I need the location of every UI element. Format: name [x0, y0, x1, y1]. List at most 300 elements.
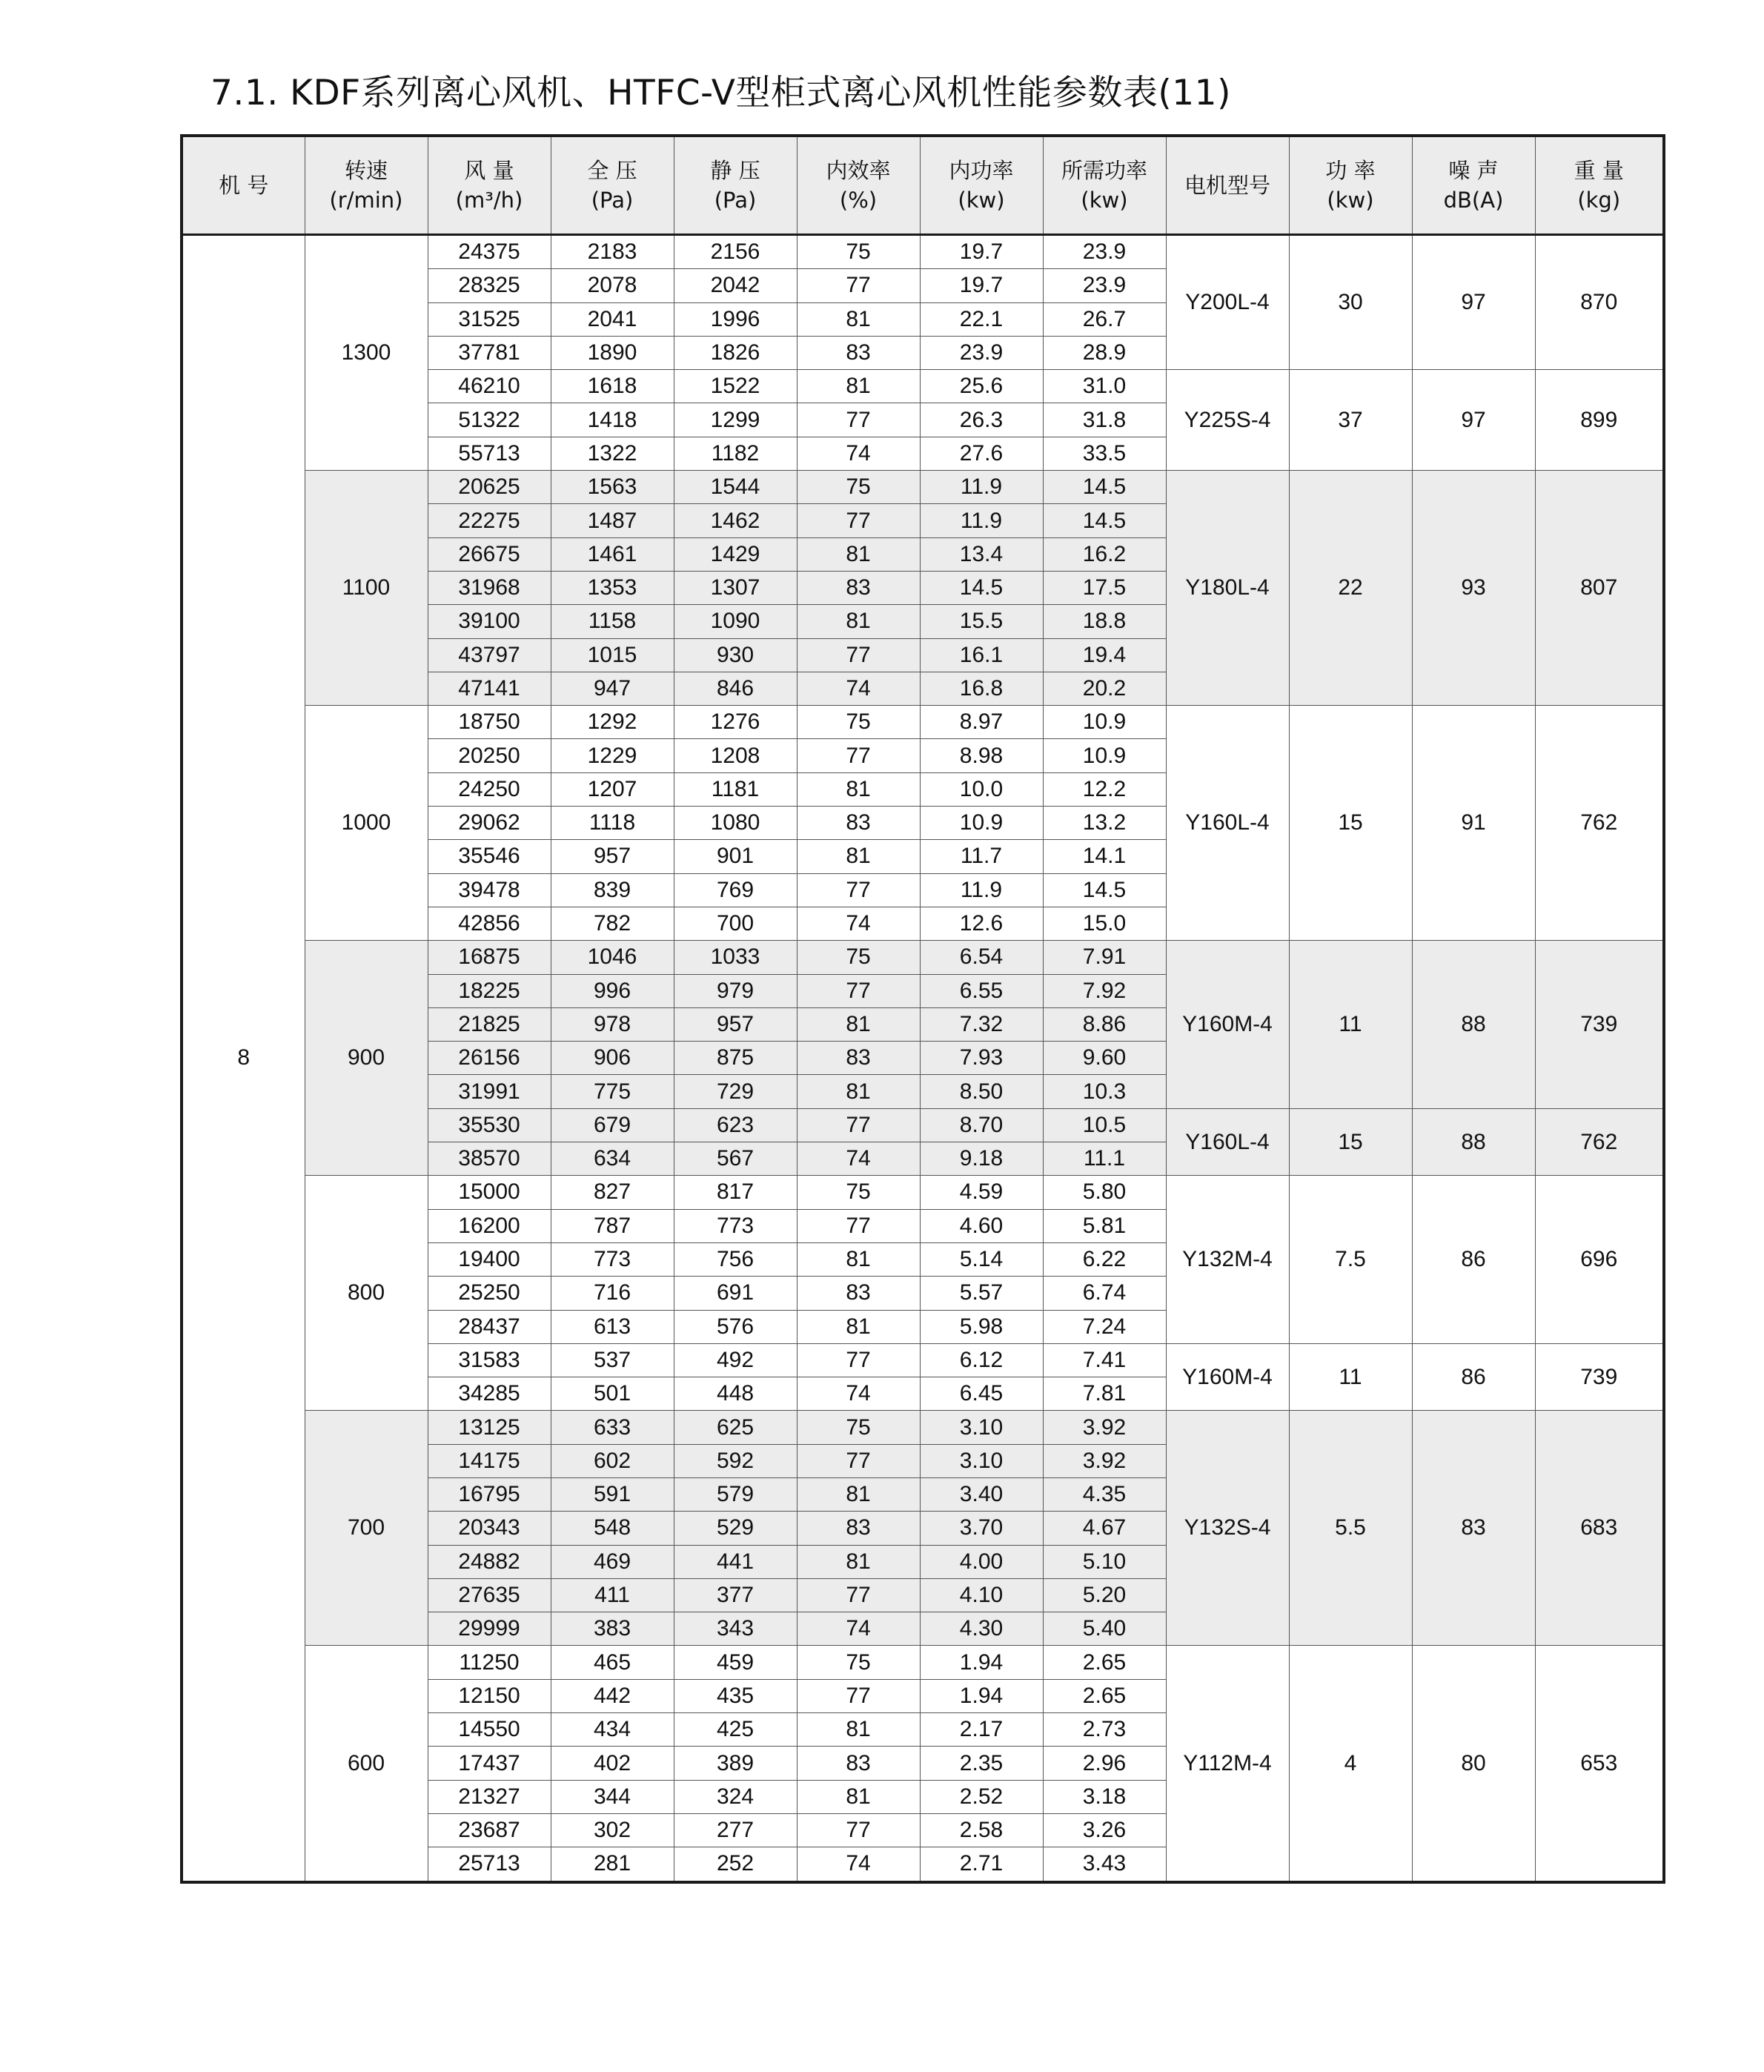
total-pressure-cell: 679 — [551, 1108, 674, 1142]
internal-power-cell: 13.4 — [920, 537, 1043, 571]
header-total-pressure-label: 全 压 — [587, 158, 637, 183]
air-volume-cell: 34285 — [428, 1377, 551, 1411]
required-power-cell: 3.18 — [1043, 1780, 1166, 1813]
static-pressure-cell: 492 — [674, 1343, 797, 1377]
header-speed-label: 转速 — [344, 158, 388, 183]
static-pressure-cell: 448 — [674, 1377, 797, 1411]
air-volume-cell: 47141 — [428, 672, 551, 705]
total-pressure-cell: 411 — [551, 1578, 674, 1612]
total-pressure-cell: 906 — [551, 1042, 674, 1075]
internal-power-cell: 2.52 — [920, 1780, 1043, 1813]
static-pressure-cell: 957 — [674, 1007, 797, 1041]
efficiency-cell: 81 — [797, 1545, 920, 1578]
static-pressure-cell: 1429 — [674, 537, 797, 571]
static-pressure-cell: 1826 — [674, 336, 797, 369]
air-volume-cell: 35530 — [428, 1108, 551, 1142]
required-power-cell: 2.65 — [1043, 1646, 1166, 1679]
total-pressure-cell: 591 — [551, 1477, 674, 1511]
internal-power-cell: 5.98 — [920, 1310, 1043, 1343]
internal-power-cell: 12.6 — [920, 907, 1043, 940]
total-pressure-cell: 1015 — [551, 638, 674, 672]
header-internal-power-unit: (kw) — [958, 188, 1005, 213]
header-noise — [1412, 136, 1535, 235]
static-pressure-cell: 1299 — [674, 403, 797, 437]
efficiency-cell: 77 — [797, 739, 920, 772]
header-static-pressure-unit: (Pa) — [714, 188, 757, 213]
required-power-cell: 15.0 — [1043, 907, 1166, 940]
air-volume-cell: 12150 — [428, 1679, 551, 1712]
required-power-cell: 7.81 — [1043, 1377, 1166, 1411]
efficiency-cell: 81 — [797, 772, 920, 806]
header-internal-efficiency-unit: (%) — [839, 188, 878, 213]
static-pressure-cell: 277 — [674, 1813, 797, 1847]
motor-model-cell: Y160L-4 — [1166, 706, 1289, 941]
internal-power-cell: 1.94 — [920, 1679, 1043, 1712]
total-pressure-cell: 787 — [551, 1209, 674, 1242]
air-volume-cell: 24375 — [428, 235, 551, 269]
internal-power-cell: 26.3 — [920, 403, 1043, 437]
required-power-cell: 3.26 — [1043, 1813, 1166, 1847]
motor-power-cell: 11 — [1289, 941, 1412, 1108]
efficiency-cell: 77 — [797, 504, 920, 537]
required-power-cell: 31.8 — [1043, 403, 1166, 437]
air-volume-cell: 28325 — [428, 269, 551, 302]
internal-power-cell: 3.10 — [920, 1444, 1043, 1477]
required-power-cell: 5.81 — [1043, 1209, 1166, 1242]
weight-cell: 739 — [1535, 1343, 1664, 1411]
efficiency-cell: 83 — [797, 1512, 920, 1545]
air-volume-cell: 43797 — [428, 638, 551, 672]
air-volume-cell: 31583 — [428, 1343, 551, 1377]
total-pressure-cell: 1292 — [551, 706, 674, 739]
efficiency-cell: 81 — [797, 1310, 920, 1343]
total-pressure-cell: 1618 — [551, 370, 674, 403]
weight-cell: 870 — [1535, 235, 1664, 370]
internal-power-cell: 5.57 — [920, 1277, 1043, 1310]
air-volume-cell: 13125 — [428, 1411, 551, 1444]
air-volume-cell: 25250 — [428, 1277, 551, 1310]
header-static-pressure — [674, 136, 797, 235]
noise-cell: 91 — [1412, 706, 1535, 941]
static-pressure-cell: 252 — [674, 1847, 797, 1882]
speed-cell: 1300 — [305, 235, 428, 471]
air-volume-cell: 15000 — [428, 1176, 551, 1209]
efficiency-cell: 75 — [797, 235, 920, 269]
motor-model-cell: Y132M-4 — [1166, 1176, 1289, 1343]
efficiency-cell: 77 — [797, 403, 920, 437]
header-motor-power-label: 功 率 — [1325, 158, 1376, 183]
air-volume-cell: 16200 — [428, 1209, 551, 1242]
static-pressure-cell: 846 — [674, 672, 797, 705]
internal-power-cell: 16.1 — [920, 638, 1043, 672]
static-pressure-cell: 1080 — [674, 807, 797, 840]
required-power-cell: 5.80 — [1043, 1176, 1166, 1209]
motor-power-cell: 30 — [1289, 235, 1412, 370]
air-volume-cell: 24882 — [428, 1545, 551, 1578]
total-pressure-cell: 773 — [551, 1242, 674, 1276]
air-volume-cell: 31525 — [428, 302, 551, 336]
efficiency-cell: 81 — [797, 302, 920, 336]
air-volume-cell: 17437 — [428, 1747, 551, 1780]
speed-cell: 700 — [305, 1411, 428, 1646]
required-power-cell: 6.74 — [1043, 1277, 1166, 1310]
total-pressure-cell: 2041 — [551, 302, 674, 336]
efficiency-cell: 81 — [797, 1713, 920, 1747]
air-volume-cell: 31968 — [428, 571, 551, 604]
total-pressure-cell: 2078 — [551, 269, 674, 302]
motor-model-cell: Y200L-4 — [1166, 235, 1289, 370]
total-pressure-cell: 1207 — [551, 772, 674, 806]
internal-power-cell: 6.55 — [920, 974, 1043, 1007]
air-volume-cell: 39478 — [428, 873, 551, 907]
total-pressure-cell: 716 — [551, 1277, 674, 1310]
efficiency-cell: 83 — [797, 336, 920, 369]
efficiency-cell: 81 — [797, 840, 920, 873]
internal-power-cell: 5.14 — [920, 1242, 1043, 1276]
header-motor-model — [1166, 136, 1289, 235]
internal-power-cell: 3.40 — [920, 1477, 1043, 1511]
static-pressure-cell: 389 — [674, 1747, 797, 1780]
total-pressure-cell: 537 — [551, 1343, 674, 1377]
header-internal-efficiency-label: 内效率 — [826, 158, 891, 183]
static-pressure-cell: 441 — [674, 1545, 797, 1578]
required-power-cell: 3.43 — [1043, 1847, 1166, 1882]
required-power-cell: 4.35 — [1043, 1477, 1166, 1511]
air-volume-cell: 27635 — [428, 1578, 551, 1612]
air-volume-cell: 18750 — [428, 706, 551, 739]
static-pressure-cell: 1276 — [674, 706, 797, 739]
efficiency-cell: 81 — [797, 1075, 920, 1108]
total-pressure-cell: 1418 — [551, 403, 674, 437]
header-required-power — [1043, 136, 1166, 235]
air-volume-cell: 24250 — [428, 772, 551, 806]
required-power-cell: 10.5 — [1043, 1108, 1166, 1142]
internal-power-cell: 11.9 — [920, 471, 1043, 504]
static-pressure-cell: 700 — [674, 907, 797, 940]
total-pressure-cell: 978 — [551, 1007, 674, 1041]
air-volume-cell: 19400 — [428, 1242, 551, 1276]
static-pressure-cell: 1208 — [674, 739, 797, 772]
efficiency-cell: 74 — [797, 1612, 920, 1646]
total-pressure-cell: 602 — [551, 1444, 674, 1477]
required-power-cell: 6.22 — [1043, 1242, 1166, 1276]
header-row — [182, 136, 1664, 235]
table-row — [182, 1646, 1664, 1679]
efficiency-cell: 81 — [797, 537, 920, 571]
header-air-volume — [428, 136, 551, 235]
air-volume-cell: 16875 — [428, 941, 551, 974]
required-power-cell: 14.1 — [1043, 840, 1166, 873]
header-internal-power — [920, 136, 1043, 235]
noise-cell: 80 — [1412, 1646, 1535, 1882]
static-pressure-cell: 623 — [674, 1108, 797, 1142]
table-row — [182, 941, 1664, 974]
air-volume-cell: 21327 — [428, 1780, 551, 1813]
efficiency-cell: 77 — [797, 1343, 920, 1377]
static-pressure-cell: 459 — [674, 1646, 797, 1679]
total-pressure-cell: 1890 — [551, 336, 674, 369]
static-pressure-cell: 930 — [674, 638, 797, 672]
noise-cell: 93 — [1412, 471, 1535, 706]
internal-power-cell: 4.30 — [920, 1612, 1043, 1646]
efficiency-cell: 77 — [797, 638, 920, 672]
air-volume-cell: 11250 — [428, 1646, 551, 1679]
speed-cell: 1000 — [305, 706, 428, 941]
total-pressure-cell: 1563 — [551, 471, 674, 504]
air-volume-cell: 20343 — [428, 1512, 551, 1545]
static-pressure-cell: 729 — [674, 1075, 797, 1108]
static-pressure-cell: 579 — [674, 1477, 797, 1511]
required-power-cell: 14.5 — [1043, 504, 1166, 537]
total-pressure-cell: 775 — [551, 1075, 674, 1108]
internal-power-cell: 8.97 — [920, 706, 1043, 739]
efficiency-cell: 81 — [797, 1780, 920, 1813]
header-static-pressure-label: 静 压 — [710, 158, 760, 183]
internal-power-cell: 8.70 — [920, 1108, 1043, 1142]
motor-model-cell: Y160L-4 — [1166, 1108, 1289, 1176]
internal-power-cell: 4.60 — [920, 1209, 1043, 1242]
weight-cell: 762 — [1535, 706, 1664, 941]
static-pressure-cell: 1544 — [674, 471, 797, 504]
motor-power-cell: 4 — [1289, 1646, 1412, 1882]
static-pressure-cell: 1462 — [674, 504, 797, 537]
air-volume-cell: 25713 — [428, 1847, 551, 1882]
efficiency-cell: 74 — [797, 1377, 920, 1411]
required-power-cell: 10.3 — [1043, 1075, 1166, 1108]
motor-power-cell: 7.5 — [1289, 1176, 1412, 1343]
header-air-volume-unit: (m³/h) — [455, 188, 523, 213]
air-volume-cell: 46210 — [428, 370, 551, 403]
required-power-cell: 10.9 — [1043, 706, 1166, 739]
static-pressure-cell: 1996 — [674, 302, 797, 336]
internal-power-cell: 14.5 — [920, 571, 1043, 604]
total-pressure-cell: 1461 — [551, 537, 674, 571]
total-pressure-cell: 947 — [551, 672, 674, 705]
static-pressure-cell: 1033 — [674, 941, 797, 974]
internal-power-cell: 8.98 — [920, 739, 1043, 772]
total-pressure-cell: 613 — [551, 1310, 674, 1343]
internal-power-cell: 2.71 — [920, 1847, 1043, 1882]
motor-model-cell: Y132S-4 — [1166, 1411, 1289, 1646]
header-required-power-unit: (kw) — [1081, 188, 1128, 213]
static-pressure-cell: 343 — [674, 1612, 797, 1646]
air-volume-cell: 42856 — [428, 907, 551, 940]
static-pressure-cell: 756 — [674, 1242, 797, 1276]
total-pressure-cell: 402 — [551, 1747, 674, 1780]
required-power-cell: 4.67 — [1043, 1512, 1166, 1545]
static-pressure-cell: 377 — [674, 1578, 797, 1612]
efficiency-cell: 83 — [797, 1042, 920, 1075]
air-volume-cell: 16795 — [428, 1477, 551, 1511]
static-pressure-cell: 1522 — [674, 370, 797, 403]
motor-power-cell: 37 — [1289, 370, 1412, 471]
internal-power-cell: 27.6 — [920, 437, 1043, 470]
motor-power-cell: 11 — [1289, 1343, 1412, 1411]
internal-power-cell: 4.10 — [920, 1578, 1043, 1612]
required-power-cell: 14.5 — [1043, 471, 1166, 504]
efficiency-cell: 74 — [797, 1142, 920, 1176]
static-pressure-cell: 1182 — [674, 437, 797, 470]
efficiency-cell: 83 — [797, 1747, 920, 1780]
table-row — [182, 1411, 1664, 1444]
header-internal-power-label: 内功率 — [949, 158, 1014, 183]
internal-power-cell: 3.10 — [920, 1411, 1043, 1444]
static-pressure-cell: 576 — [674, 1310, 797, 1343]
weight-cell: 899 — [1535, 370, 1664, 471]
total-pressure-cell: 469 — [551, 1545, 674, 1578]
internal-power-cell: 22.1 — [920, 302, 1043, 336]
static-pressure-cell: 2042 — [674, 269, 797, 302]
efficiency-cell: 83 — [797, 1277, 920, 1310]
air-volume-cell: 35546 — [428, 840, 551, 873]
total-pressure-cell: 1353 — [551, 571, 674, 604]
weight-cell: 762 — [1535, 1108, 1664, 1176]
internal-power-cell: 25.6 — [920, 370, 1043, 403]
static-pressure-cell: 773 — [674, 1209, 797, 1242]
weight-cell: 807 — [1535, 471, 1664, 706]
internal-power-cell: 10.9 — [920, 807, 1043, 840]
weight-cell: 653 — [1535, 1646, 1664, 1882]
efficiency-cell: 75 — [797, 1176, 920, 1209]
required-power-cell: 7.92 — [1043, 974, 1166, 1007]
static-pressure-cell: 1090 — [674, 605, 797, 638]
efficiency-cell: 83 — [797, 571, 920, 604]
required-power-cell: 3.92 — [1043, 1444, 1166, 1477]
efficiency-cell: 77 — [797, 1679, 920, 1712]
internal-power-cell: 9.18 — [920, 1142, 1043, 1176]
header-machine-no-label: 机 号 — [219, 173, 269, 198]
internal-power-cell: 7.32 — [920, 1007, 1043, 1041]
noise-cell: 86 — [1412, 1176, 1535, 1343]
motor-model-cell: Y160M-4 — [1166, 941, 1289, 1108]
air-volume-cell: 31991 — [428, 1075, 551, 1108]
total-pressure-cell: 1322 — [551, 437, 674, 470]
internal-power-cell: 19.7 — [920, 269, 1043, 302]
internal-power-cell: 2.58 — [920, 1813, 1043, 1847]
motor-model-cell: Y160M-4 — [1166, 1343, 1289, 1411]
air-volume-cell: 37781 — [428, 336, 551, 369]
total-pressure-cell: 839 — [551, 873, 674, 907]
internal-power-cell: 4.59 — [920, 1176, 1043, 1209]
required-power-cell: 12.2 — [1043, 772, 1166, 806]
air-volume-cell: 21825 — [428, 1007, 551, 1041]
static-pressure-cell: 529 — [674, 1512, 797, 1545]
total-pressure-cell: 634 — [551, 1142, 674, 1176]
total-pressure-cell: 2183 — [551, 235, 674, 269]
efficiency-cell: 77 — [797, 1209, 920, 1242]
efficiency-cell: 74 — [797, 672, 920, 705]
air-volume-cell: 51322 — [428, 403, 551, 437]
air-volume-cell: 55713 — [428, 437, 551, 470]
efficiency-cell: 75 — [797, 1411, 920, 1444]
total-pressure-cell: 383 — [551, 1612, 674, 1646]
total-pressure-cell: 465 — [551, 1646, 674, 1679]
noise-cell: 86 — [1412, 1343, 1535, 1411]
efficiency-cell: 75 — [797, 471, 920, 504]
internal-power-cell: 4.00 — [920, 1545, 1043, 1578]
speed-cell: 600 — [305, 1646, 428, 1882]
efficiency-cell: 74 — [797, 437, 920, 470]
air-volume-cell: 14175 — [428, 1444, 551, 1477]
static-pressure-cell: 875 — [674, 1042, 797, 1075]
table-body — [182, 235, 1664, 1882]
static-pressure-cell: 901 — [674, 840, 797, 873]
internal-power-cell: 6.45 — [920, 1377, 1043, 1411]
total-pressure-cell: 782 — [551, 907, 674, 940]
weight-cell: 696 — [1535, 1176, 1664, 1343]
required-power-cell: 2.96 — [1043, 1747, 1166, 1780]
internal-power-cell: 8.50 — [920, 1075, 1043, 1108]
required-power-cell: 5.40 — [1043, 1612, 1166, 1646]
total-pressure-cell: 434 — [551, 1713, 674, 1747]
required-power-cell: 7.91 — [1043, 941, 1166, 974]
required-power-cell: 14.5 — [1043, 873, 1166, 907]
static-pressure-cell: 592 — [674, 1444, 797, 1477]
total-pressure-cell: 996 — [551, 974, 674, 1007]
required-power-cell: 7.24 — [1043, 1310, 1166, 1343]
noise-cell: 88 — [1412, 941, 1535, 1108]
internal-power-cell: 3.70 — [920, 1512, 1043, 1545]
static-pressure-cell: 435 — [674, 1679, 797, 1712]
air-volume-cell: 14550 — [428, 1713, 551, 1747]
required-power-cell: 3.92 — [1043, 1411, 1166, 1444]
required-power-cell: 11.1 — [1043, 1142, 1166, 1176]
total-pressure-cell: 344 — [551, 1780, 674, 1813]
total-pressure-cell: 442 — [551, 1679, 674, 1712]
required-power-cell: 7.41 — [1043, 1343, 1166, 1377]
internal-power-cell: 11.9 — [920, 873, 1043, 907]
header-total-pressure-unit: (Pa) — [591, 188, 634, 213]
required-power-cell: 5.10 — [1043, 1545, 1166, 1578]
air-volume-cell: 20250 — [428, 739, 551, 772]
total-pressure-cell: 302 — [551, 1813, 674, 1847]
table-header — [182, 136, 1664, 235]
air-volume-cell: 23687 — [428, 1813, 551, 1847]
header-air-volume-label: 风 量 — [464, 158, 514, 183]
header-motor-power-unit: (kw) — [1327, 188, 1374, 213]
static-pressure-cell: 2156 — [674, 235, 797, 269]
static-pressure-cell: 1181 — [674, 772, 797, 806]
total-pressure-cell: 633 — [551, 1411, 674, 1444]
efficiency-cell: 75 — [797, 1646, 920, 1679]
static-pressure-cell: 769 — [674, 873, 797, 907]
motor-power-cell: 15 — [1289, 1108, 1412, 1176]
header-motor-model-label: 电机型号 — [1184, 173, 1270, 198]
header-weight — [1535, 136, 1664, 235]
air-volume-cell: 28437 — [428, 1310, 551, 1343]
air-volume-cell: 26675 — [428, 537, 551, 571]
header-weight-label: 重 量 — [1574, 158, 1624, 183]
noise-cell: 97 — [1412, 235, 1535, 370]
internal-power-cell: 6.54 — [920, 941, 1043, 974]
efficiency-cell: 77 — [797, 1813, 920, 1847]
efficiency-cell: 81 — [797, 1477, 920, 1511]
motor-model-cell: Y112M-4 — [1166, 1646, 1289, 1882]
header-noise-unit: dB(A) — [1443, 188, 1504, 213]
efficiency-cell: 81 — [797, 1007, 920, 1041]
static-pressure-cell: 324 — [674, 1780, 797, 1813]
total-pressure-cell: 1158 — [551, 605, 674, 638]
static-pressure-cell: 625 — [674, 1411, 797, 1444]
required-power-cell: 5.20 — [1043, 1578, 1166, 1612]
motor-power-cell: 22 — [1289, 471, 1412, 706]
internal-power-cell: 10.0 — [920, 772, 1043, 806]
header-noise-label: 噪 声 — [1448, 158, 1499, 183]
internal-power-cell: 11.9 — [920, 504, 1043, 537]
machine-number-cell: 8 — [182, 235, 305, 1882]
internal-power-cell: 23.9 — [920, 336, 1043, 369]
noise-cell: 83 — [1412, 1411, 1535, 1646]
